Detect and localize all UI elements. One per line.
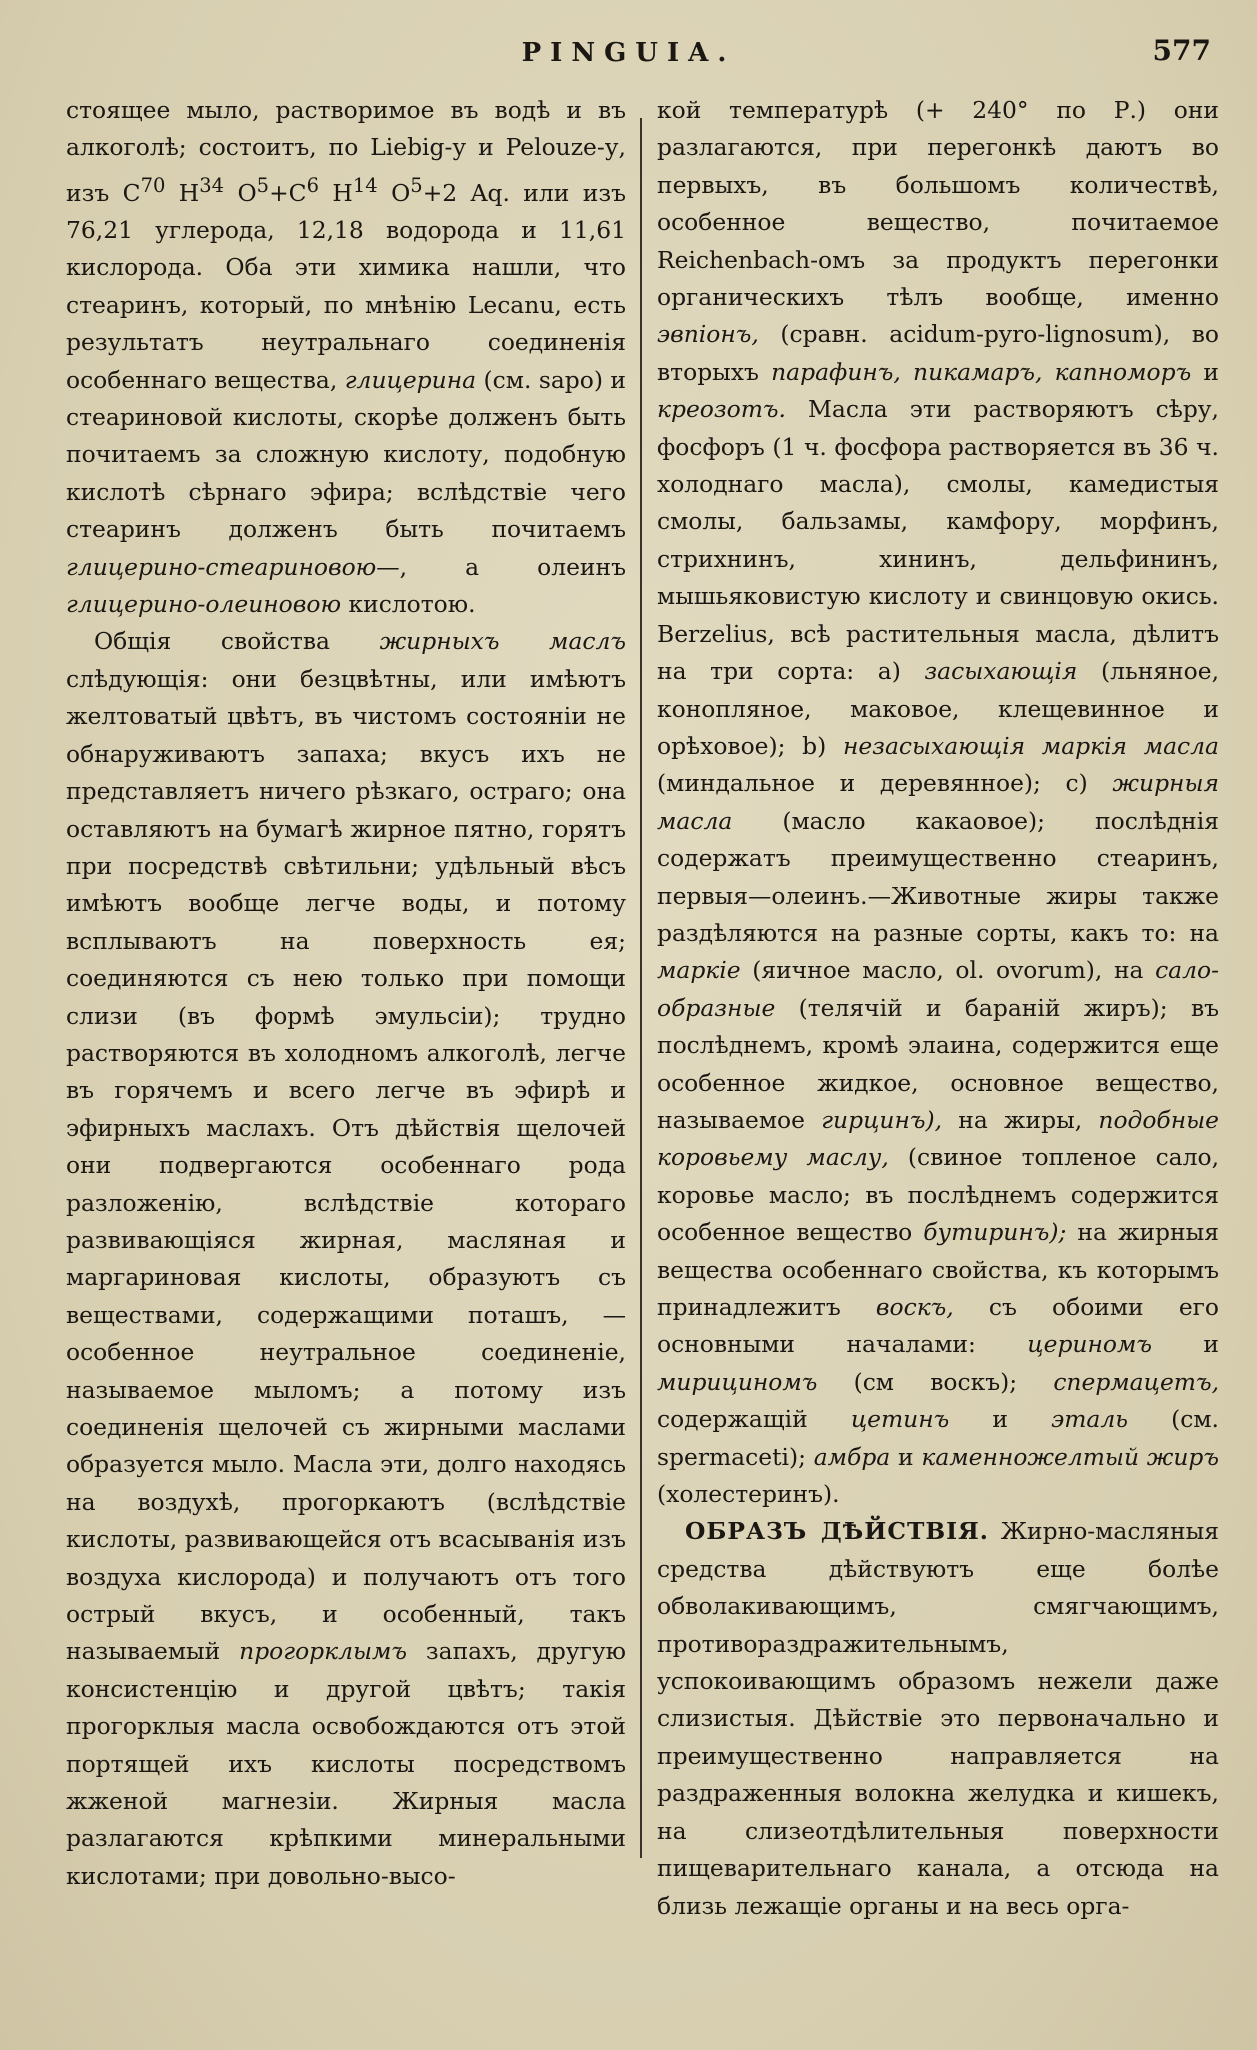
paragraph-general-properties: Общія свойства жирныхъ маслъ слѣдующія: они безцвѣтны, или имѣютъ желтоватый цвѣтъ, въ чистомъ состояніи не обнаруживаютъ запаха; вкусъ ихъ не представляетъ ничего рѣзкаго, остраго; она оставляютъ на бумагѣ жирное пятно, горятъ при посредствѣ свѣтильни; удѣльный вѣсъ имѣютъ вообще легче воды, и потому всплываютъ на поверхность ея; соединяются съ нею только при помощи слизи (въ формѣ эмульсіи); трудно растворяются въ холодномъ алкоголѣ, легче въ горячемъ и всего легче въ эфирѣ и эфирныхъ маслахъ. Отъ дѣйствія щелочей они подвергаются особеннаго рода разложенію, вслѣдствіе котораго развивающіяся жирная, масляная и маргариновая кислоты, образуютъ съ веществами, содержащими поташъ, — особенное неутральное соединеніе, называемое мыломъ; а потому изъ соединенія щелочей съ жирными маслами образуется мыло. Масла эти, долго находясь на воздухѣ, прогоркаютъ (вслѣдствіе кислоты, развивающейся отъ всасыванія изъ воздуха кислорода) и получаютъ отъ того острый вкусъ, и особенный, такъ называемый прогорклымъ запахъ, другую консистенцію и другой цвѣтъ; такія прогорклыя масла освобождаются отъ этой портящей ихъ кислоты посредствомъ жженой магнезіи. Жирныя масла разлагаются крѣпкими минеральными кислотами; при довольно-высо- <box>66 627 627 1890</box>
paragraph-mode-of-action: ОБРАЗЪ ДѢЙСТВІЯ. Жирно-масляныя средства дѣйствуютъ еще болѣе обволакивающимъ, смягчающимъ, противораздражительнымъ, успокоивающимъ образомъ нежели даже слизистыя. Дѣйствіе это первоначально и преимущественно направляется на раздраженныя волокна желудка и кишекъ, на слизеотдѣлительныя поверхности пищеварительнаго канала, а отсюда на близь лежащіе органы и на весь орга- <box>657 1517 1219 1920</box>
section-heading: ОБРАЗЪ ДѢЙСТВІЯ. <box>685 1517 989 1546</box>
page-number: 577 <box>1152 34 1211 67</box>
left-column <box>66 92 626 1895</box>
column-divider <box>640 118 642 1858</box>
paragraph-decomposition: кой температурѣ (+ 240° по Р.) они разлагаются, при перегонкѣ даютъ во первыхъ, въ большомъ количествѣ, особенное вещество, почитаемое Reichenbach-омъ за продуктъ перегонки органическихъ тѣлъ вообще, именно эвпіонъ, (сравн. acidum-pyro-lignosum), во вторыхъ парафинъ, пикамаръ, капноморъ и креозотъ. Масла эти растворяютъ сѣру, фосфоръ (1 ч. фосфора растворяется въ 36 ч. холоднаго масла), смолы, камедистыя смолы, бальзамы, камфору, морфинъ, стрихнинъ, хининъ, дельфининъ, мышьяковистую кислоту и свинцовую окись. Berzelius, всѣ растительныя масла, дѣлитъ на три сорта: а) засыхающія (льняное, конопляное, маковое, клещевинное и орѣховое); b) незасыхающія маркія масла (миндальное и деревянное); с) жирныя масла (масло какаовое); послѣднія содержатъ преимущественно стеаринъ, первыя—олеинъ.—Животные жиры также раздѣляются на разные сорты, какъ то: на маркіе (яичное масло, ol. ovorum), на сало-образные (телячій и бараній жиръ); въ послѣднемъ, кромѣ элаина, содержится еще особенное жидкое, основное вещество, называемое гирцинъ), на жиры, подобные коровьему маслу, (свиное топленое сало, коровье масло; въ послѣднемъ содержится особенное вещество бутиринъ); на жирныя вещества особеннаго свойства, къ которымъ принадлежитъ воскъ, съ обоими его основными началами: цериномъ и мирициномъ (см воскъ); спермацетъ, содержащій цетинъ и эталь (см. spermaceti); амбра и каменножелтый жиръ (холестеринъ). <box>657 96 1220 1509</box>
running-title: PINGUIA. <box>521 38 736 68</box>
right-column <box>657 92 1219 1925</box>
paragraph-stearin: стоящее мыло, растворимое въ водѣ и въ алкоголѣ; состоитъ, по Liebig-у и Pelouze-у, изъ $C^{70}$ $H^{34}$ $O^5+C^6$ $H^{14}$ $O^5+2$ Aq. или изъ 76,21 углерода, 12,18 водорода и 11,61 кислорода. Оба эти химика нашли, что стеаринъ, который, по мнѣнію Lecanu, есть результатъ неутральнаго соединенія особеннаго вещества, глицерина (см. sapo) и стеариновой кислоты, скорѣе долженъ быть почитаемъ за сложную кислоту, подобную кислотѣ сѣрнаго эфира; вслѣдствіе чего стеаринъ долженъ быть почитаемъ глицерино-стеариновою—, а олеинъ глицерино-олеиновою кислотою. <box>66 96 627 619</box>
